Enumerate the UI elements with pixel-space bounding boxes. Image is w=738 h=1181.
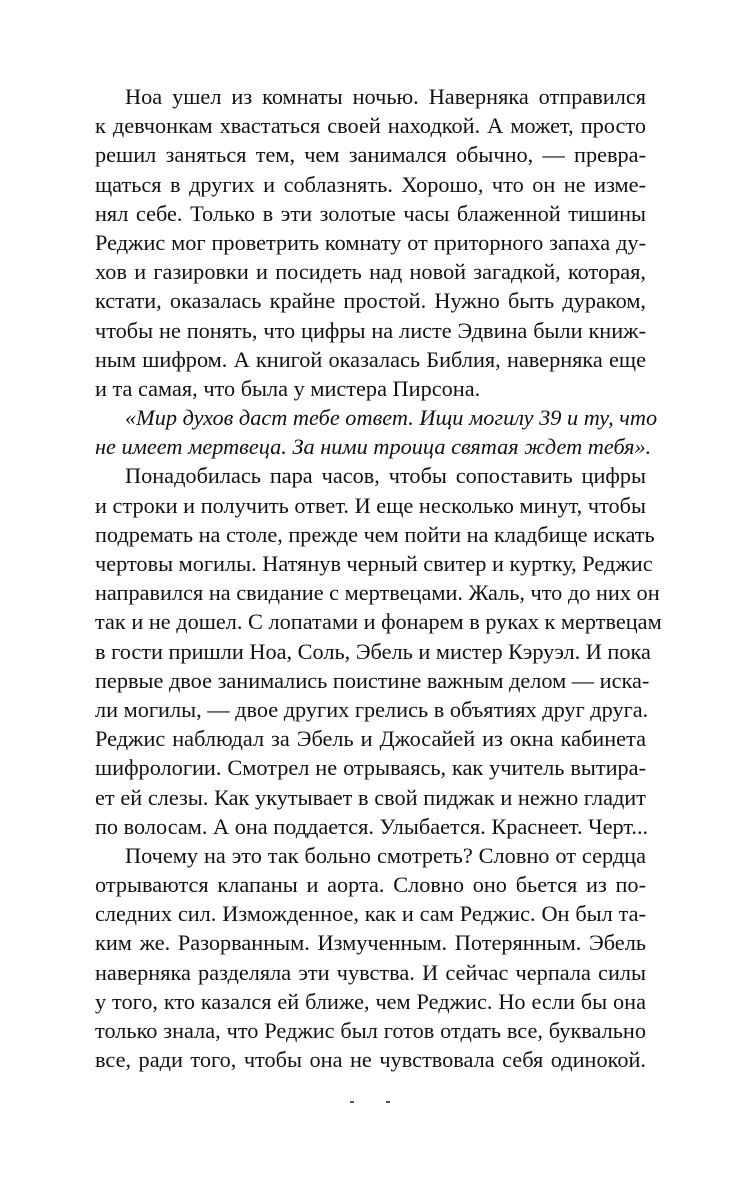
- paragraph: [95, 841, 646, 1075]
- text-line: решил заняться тем, чем занимался обычно, — превра-: [95, 142, 646, 168]
- text-line: Почему на это так больно смотреть? Словно от сердца: [125, 842, 646, 868]
- page-folio-mark: [340, 1098, 400, 1108]
- text-line: и та самая, что была у мистера Пирсона.: [95, 375, 481, 401]
- text-line: ким же. Разорванным. Измученным. Потерянным. Эбель: [95, 930, 646, 956]
- text-line: отрываются клапаны и аорта. Словно оно бьется из по-: [95, 872, 646, 898]
- text-line: хов и газировки и посидеть над новой загадкой, которая,: [95, 259, 646, 285]
- text-line: Ноа ушел из комнаты ночью. Наверняка отправился: [125, 84, 646, 109]
- text-line: нял себе. Только в эти золотые часы блаженной тишины: [95, 200, 646, 226]
- text-line: наверняка разделяла эти чувства. И сейчас черпала силы: [95, 959, 646, 985]
- text-line: шифрологии. Смотрел не отрываясь, как учитель вытира-: [95, 755, 646, 781]
- text-line: только знала, что Реджис был готов отдать все, буквально: [95, 1018, 646, 1043]
- text-line: первые двое занимались поистине важным делом — иска-: [95, 667, 650, 693]
- text-line: следних сил. Изможденное, как и сам Реджис. Он был та-: [95, 901, 646, 927]
- text-line: кстати, оказалась крайне простой. Нужно быть дураком,: [95, 288, 646, 314]
- text-line: щаться в других и соблазнять. Хорошо, что он не изме-: [95, 171, 646, 197]
- folio-dot: [386, 1101, 390, 1103]
- text-line: в гости пришли Ноа, Соль, Эбель и мистер Кэруэл. И пока: [95, 638, 651, 664]
- italic-quote-paragraph: [95, 403, 658, 461]
- text-line: чтобы не понять, что цифры на листе Эдвина были книж-: [95, 317, 646, 343]
- text-line: и строки и получить ответ. И еще несколько минут, чтобы: [95, 492, 646, 518]
- text-line: к девчонкам хвастаться своей находкой. А может, просто: [95, 113, 646, 139]
- paragraph: [95, 461, 662, 840]
- text-line: по волосам. А она поддается. Улыбается. Краснеет. Черт...: [95, 813, 649, 839]
- text-line: все, ради того, чтобы она не чувствовала себя одинокой.: [95, 1047, 646, 1073]
- text-line: ет ей слезы. Как укутывает в свой пиджак и нежно гладит: [95, 784, 646, 810]
- text-line: «Мир духов даст тебе ответ. Ищи могилу 39 и ту, что: [125, 405, 658, 431]
- text-line: Понадобилась пара часов, чтобы сопоставить цифры: [125, 463, 646, 489]
- text-line: подремать на столе, прежде чем пойти на кладбище искать: [95, 521, 655, 547]
- text-line: ли могилы, — двое других грелись в объятиях друг друга.: [95, 696, 649, 722]
- text-line: у того, кто казался ей ближе, чем Реджис. Но если бы она: [95, 988, 646, 1014]
- text-line: не имеет мертвеца. За ними троица святая ждет тебя».: [95, 434, 652, 460]
- folio-dot: [350, 1101, 354, 1103]
- text-line: направился на свидание с мертвецами. Жаль, что до них он: [95, 580, 660, 606]
- text-line: чертовы могилы. Натянув черный свитер и куртку, Реджис: [95, 551, 653, 576]
- text-line: Реджис наблюдал за Эбель и Джосайей из окна кабинета: [95, 726, 646, 752]
- text-line: ным шифром. А книгой оказалась Библия, наверняка еще: [95, 346, 646, 372]
- book-page-text: [95, 82, 662, 1074]
- paragraph: [95, 82, 646, 403]
- text-line: так и не дошел. С лопатами и фонарем в руках к мертвецам: [95, 609, 662, 635]
- text-line: Реджис мог проветрить комнату от приторного запаха ду-: [95, 229, 646, 255]
